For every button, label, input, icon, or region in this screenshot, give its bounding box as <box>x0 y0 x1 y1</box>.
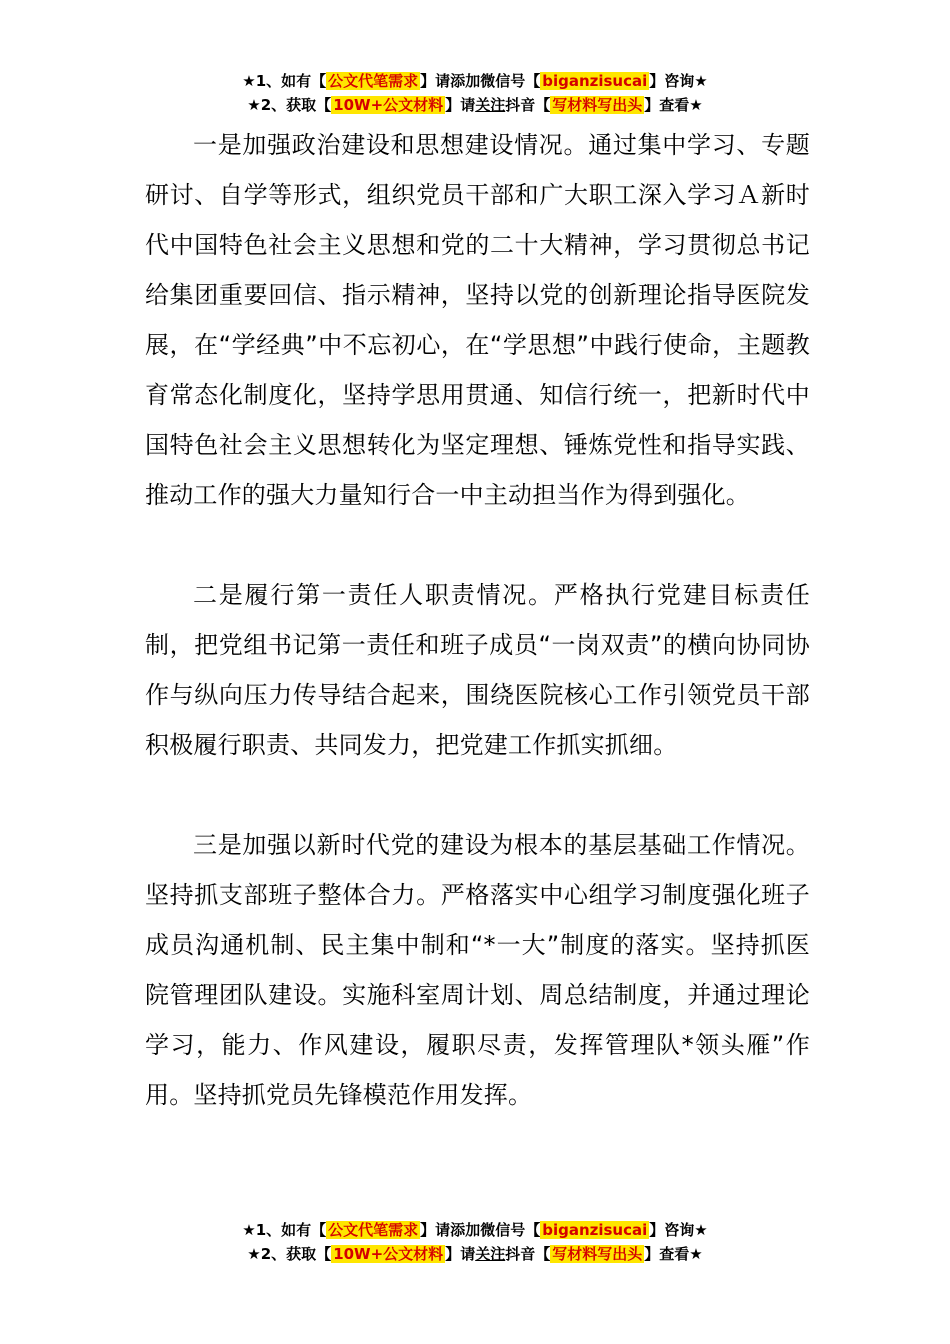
paragraph-political-building: 一是加强政治建设和思想建设情况。通过集中学习、专题研讨、自学等形式，组织党员干部和广大职工深入学习Ａ新时代中国特色社会主义思想和党的二十大精神，学习贯彻总书记给集团重要回信、指示精神，坚持以党的创新理论指导医院发展，在“学经典”中不忘初心，在“学思想”中践行使命，主题教育常态化制度化，坚持学思用贯通、知信行统一，把新时代中国特色社会主义思想转化为坚定理想、锤炼党性和指导实践、推动工作的强大力量知行合一中主动担当作为得到强化。 <box>145 131 810 509</box>
promo-highlight-douyin: 写材料写出头 <box>552 96 643 114</box>
promo-text: 微信号【 <box>480 1221 541 1239</box>
promo-highlight-service: 公文代笔需求 <box>328 1221 419 1239</box>
promo-highlight-wechat-id: biganzisucai <box>542 1221 648 1239</box>
header-promo-banner <box>0 69 950 117</box>
promo-text: 】请添 <box>420 1221 466 1239</box>
promo-text: 】请添 <box>420 72 466 90</box>
promo-line-1 <box>0 1218 950 1242</box>
promo-text: 】请 <box>445 1245 476 1263</box>
paragraph-grassroots-work: 三是加强以新时代党的建设为根本的基层基础工作情况。坚持抓支部班子整体合力。严格落实中心组学习制度强化班子成员沟通机制、民主集中制和“*一大”制度的落实。坚持抓医院管理团队建设。实施科室周计划、周总结制度，并通过理论学习，能力、作风建设，履职尽责，发挥管理队*领头雁”作用。坚持抓党员先锋模范作用发挥。 <box>145 831 810 1109</box>
footer-promo-banner <box>0 1218 950 1266</box>
promo-text-emph: 关注 <box>475 96 506 114</box>
promo-text-emph: 加 <box>465 72 481 90</box>
promo-text: 】咨询★ <box>649 72 708 90</box>
paragraph-first-responsibility: 二是履行第一责任人职责情况。严格执行党建目标责任制，把党组书记第一责任和班子成员“一岗双责”的横向协同协作与纵向压力传导结合起来，围绕医院核心工作引领党员干部积极履行职责、共同发力，把党建工作抓实抓细。 <box>145 581 810 759</box>
promo-text: ★2、获取【 <box>247 1245 332 1263</box>
promo-line-2 <box>0 93 950 117</box>
promo-text: 微信号【 <box>480 72 541 90</box>
promo-highlight-materials: 10W+公文材料 <box>333 1245 444 1263</box>
promo-text: 】咨询★ <box>649 1221 708 1239</box>
promo-text: 抖音【 <box>505 1245 551 1263</box>
promo-text: ★1、如有【 <box>242 72 327 90</box>
promo-text: 抖音【 <box>505 96 551 114</box>
promo-highlight-wechat-id: biganzisucai <box>542 72 648 90</box>
promo-highlight-douyin: 写材料写出头 <box>552 1245 643 1263</box>
promo-text: ★2、获取【 <box>247 96 332 114</box>
promo-highlight-service: 公文代笔需求 <box>328 72 419 90</box>
promo-text: ★1、如有【 <box>242 1221 327 1239</box>
promo-text: 】请 <box>445 96 476 114</box>
promo-line-2 <box>0 1242 950 1266</box>
promo-highlight-materials: 10W+公文材料 <box>333 96 444 114</box>
promo-line-1 <box>0 69 950 93</box>
promo-text: 】查看★ <box>644 96 703 114</box>
document-body <box>145 120 810 1120</box>
promo-text-emph: 关注 <box>475 1245 506 1263</box>
promo-text: 】查看★ <box>644 1245 703 1263</box>
promo-text-emph: 加 <box>465 1221 481 1239</box>
